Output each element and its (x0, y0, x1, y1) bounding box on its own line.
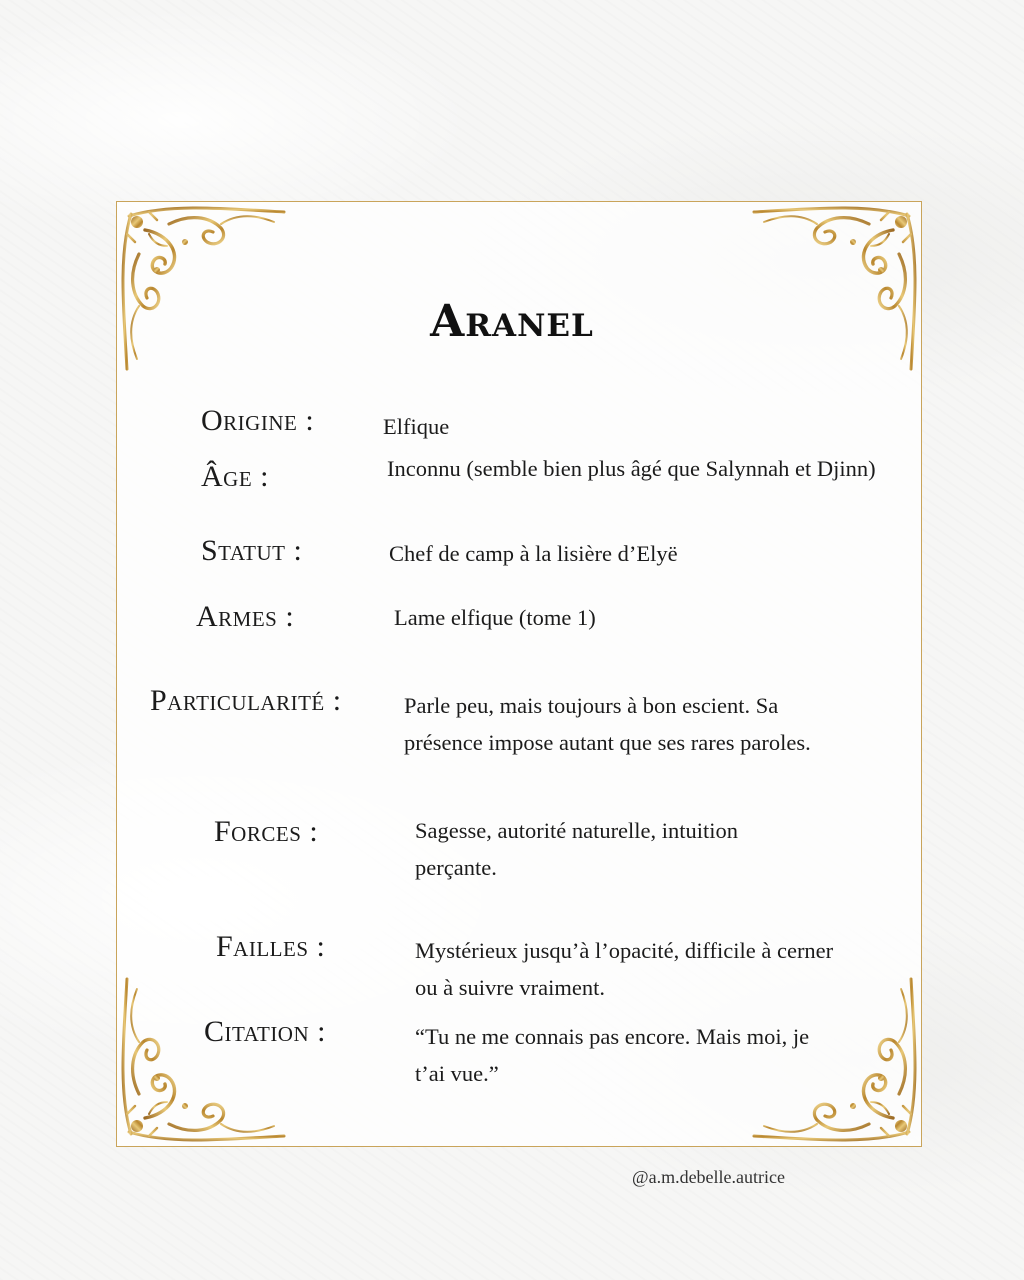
age-value: Inconnu (semble bien plus âgé que Salynnah et Djinn) (387, 456, 876, 481)
gold-filigree-ornament-icon (729, 194, 929, 394)
character-name-title: Aranel (430, 296, 594, 347)
gold-filigree-ornament-icon (109, 954, 309, 1154)
statut-value: Chef de camp à la lisière d’Elyë (389, 541, 678, 566)
origine-label: Origine : (201, 404, 315, 437)
statut-label: Statut : (201, 534, 303, 567)
citation-label: Citation : (204, 1015, 326, 1048)
failles-value: Mystérieux jusqu’à l’opacité, difficile à cerner ou à suivre vraiment. (415, 938, 834, 1000)
forces-value: Sagesse, autorité naturelle, intuition perçante. (415, 818, 739, 880)
particularite-label: Particularité : (150, 684, 342, 717)
armes-label: Armes : (196, 600, 295, 633)
age-label: Âge : (201, 460, 269, 493)
citation-value: “Tu ne me connais pas encore. Mais moi, je t’ai vue.” (415, 1024, 810, 1086)
failles-label: Failles : (216, 930, 326, 963)
particularite-value: Parle peu, mais toujours à bon escient. Sa présence impose autant que ses rares paroles. (404, 693, 811, 755)
author-handle: @a.m.debelle.autrice (632, 1167, 785, 1187)
forces-label: Forces : (214, 815, 319, 848)
origine-value: Elfique (383, 414, 450, 439)
gold-filigree-ornament-icon (109, 194, 309, 394)
armes-value: Lame elfique (tome 1) (394, 605, 596, 630)
